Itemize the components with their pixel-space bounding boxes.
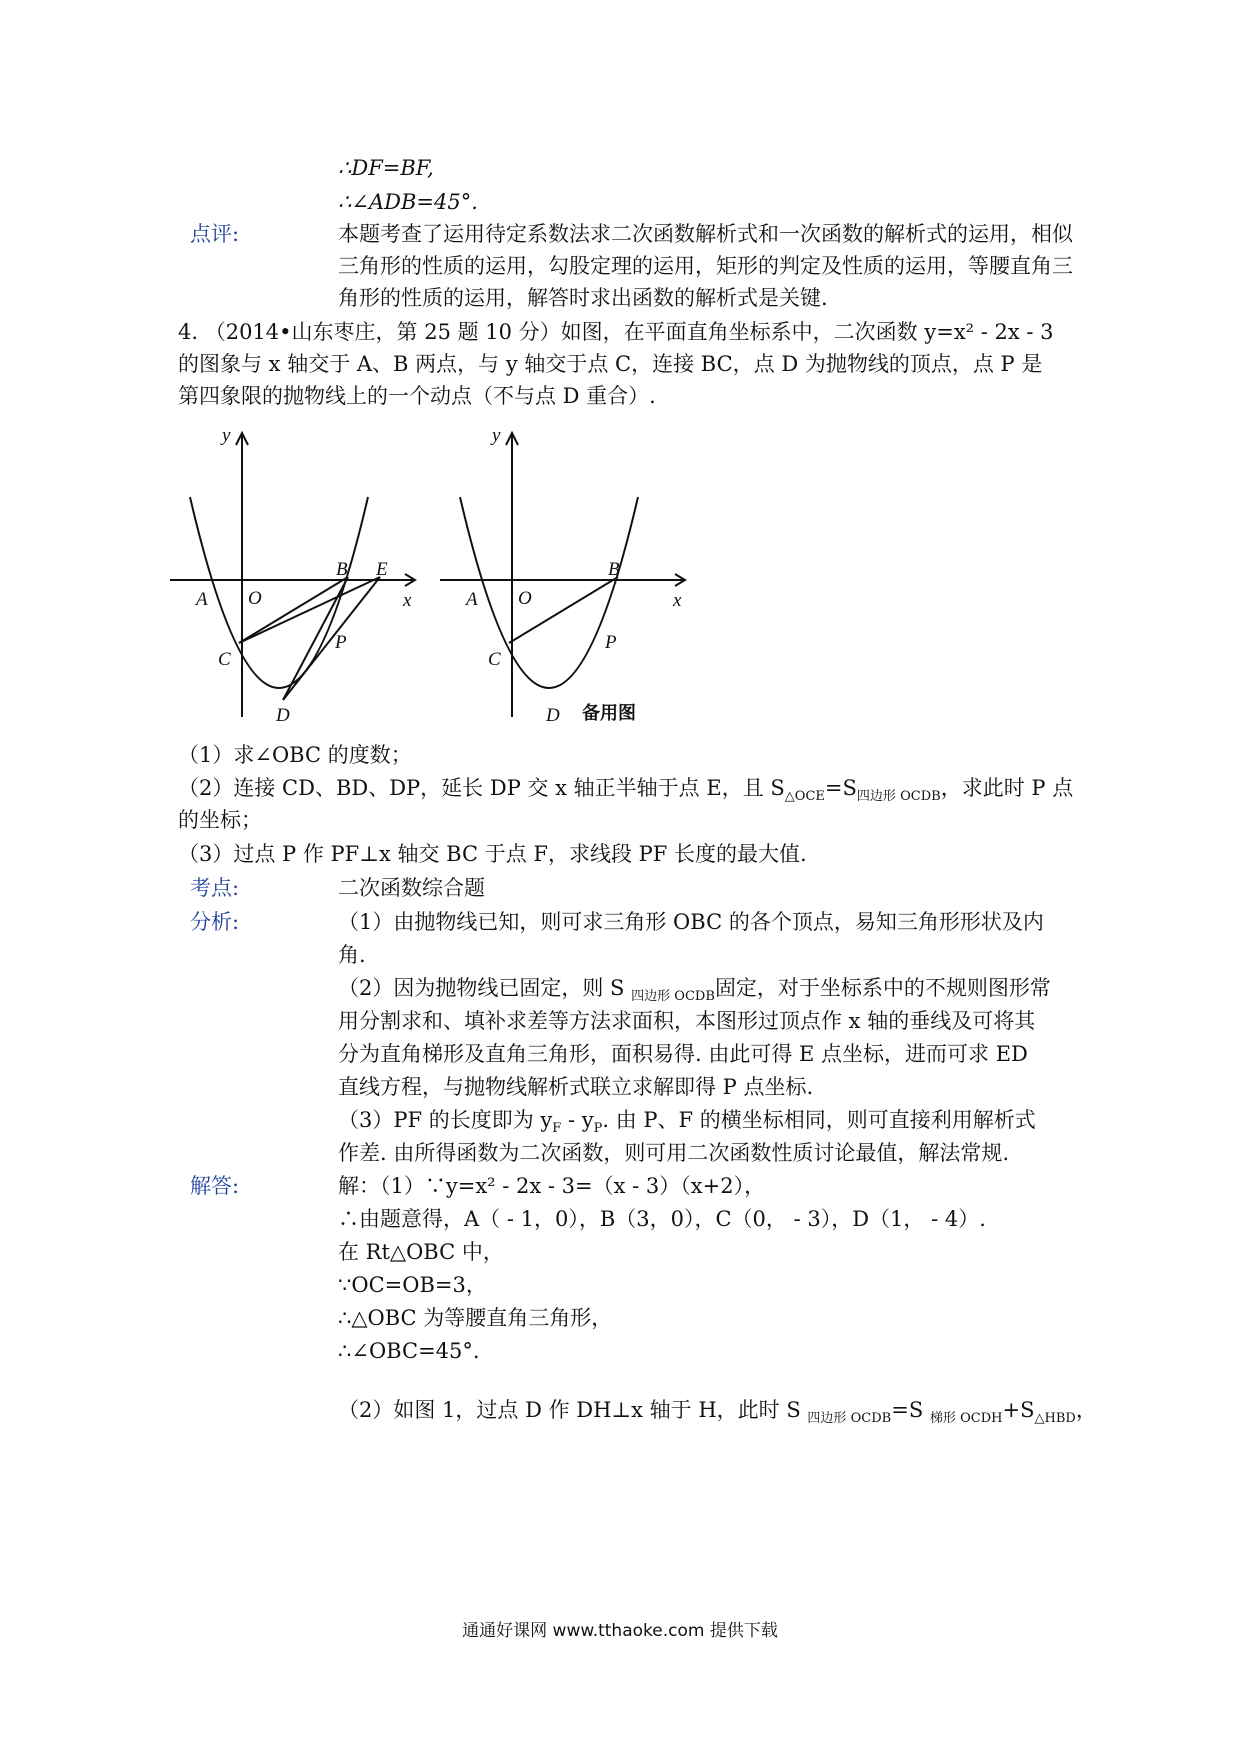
comment-label: 点评: — [190, 222, 240, 246]
analysis-line-2: 角. — [338, 943, 366, 967]
label-c: C — [218, 649, 231, 670]
label-b: B — [336, 559, 348, 580]
label-o: O — [518, 588, 532, 609]
parabola — [460, 497, 638, 688]
answer-label: 解答: — [190, 1174, 240, 1198]
problem-line-2: 的图象与 x 轴交于 A、B 两点，与 y 轴交于点 C，连接 BC，点 D 为抛物线的顶点，点 P 是 — [178, 352, 1043, 376]
prev-solution-line-2: ∴∠ADB=45°. — [338, 190, 478, 214]
answer-line-6: ∴∠OBC=45°. — [338, 1339, 480, 1363]
analysis-line-6: 直线方程，与抛物线解析式联立求解即得 P 点坐标. — [338, 1075, 814, 1099]
label-p: P — [335, 632, 347, 653]
figure-left — [170, 415, 430, 730]
kaodian-label: 考点: — [190, 876, 240, 900]
parabola — [190, 497, 368, 688]
comment-line-1: 本题考查了运用待定系数法求二次函数解析式和一次函数的解析式的运用，相似 — [338, 222, 1073, 246]
label-c: C — [488, 649, 501, 670]
figure-right — [440, 415, 720, 730]
label-o: O — [248, 588, 262, 609]
analysis-line-4: 用分割求和、填补求差等方法求面积，本图形过顶点作 x 轴的垂线及可将其 — [338, 1009, 1036, 1033]
label-a: A — [196, 589, 208, 610]
question-3: （3）过点 P 作 PF⊥x 轴交 BC 于点 F，求线段 PF 长度的最大值. — [178, 842, 807, 866]
label-y: y — [492, 425, 501, 446]
label-x: x — [403, 590, 412, 611]
segment-de — [283, 577, 380, 700]
kaodian-text: 二次函数综合题 — [338, 876, 485, 900]
problem-line-3: 第四象限的抛物线上的一个动点（不与点 D 重合）. — [178, 384, 656, 408]
answer-line-5: ∴△OBC 为等腰直角三角形， — [338, 1306, 613, 1330]
label-d: D — [276, 705, 290, 726]
label-p: P — [605, 632, 617, 653]
analysis-line-3: （2）因为抛物线已固定，则 S $_{四边形 OCDB}$固定，对于坐标系中的不规则图形常 — [338, 976, 1051, 1005]
analysis-line-5: 分为直角梯形及直角三角形，面积易得. 由此可得 E 点坐标，进而可求 ED — [338, 1042, 1028, 1066]
answer-line-2: ∴由题意得，A（ - 1，0），B（3，0），C（0， - 3），D（1， - 4）. — [338, 1207, 986, 1231]
prev-solution-line-1: ∴DF=BF, — [338, 156, 434, 180]
segment-cb — [509, 577, 618, 643]
analysis-line-1: （1）由抛物线已知，则可求三角形 OBC 的各个顶点，易知三角形形状及内 — [338, 910, 1044, 934]
answer-line-1: 解：（1）∵y=x² - 2x - 3=（x - 3）（x+2）， — [338, 1174, 766, 1198]
label-d: D — [546, 705, 560, 726]
label-e: E — [376, 559, 388, 580]
answer-line-4: ∵OC=OB=3， — [338, 1273, 487, 1297]
label-y: y — [222, 425, 231, 446]
problem-line-1: 4. （2014•山东枣庄，第 25 题 10 分）如图，在平面直角坐标系中，二次函数 y=x² - 2x - 3 — [178, 320, 1054, 344]
analysis-line-8: 作差. 由所得函数为二次函数，则可用二次函数性质讨论最值，解法常规. — [338, 1141, 1010, 1165]
figure-caption: 备用图 — [582, 703, 636, 724]
question-1: （1）求∠OBC 的度数； — [178, 743, 412, 767]
segment-ce — [239, 577, 380, 643]
analysis-label: 分析: — [190, 910, 240, 934]
answer-line-7: （2）如图 1，过点 D 作 DH⊥x 轴于 H，此时 S $_{四边形 OCDB}$=S $_{梯形 OCDH}+S_{\triangle HBD}$， — [338, 1398, 1097, 1427]
question-2-line-1: （2）连接 CD、BD、DP，延长 DP 交 x 轴正半轴于点 E，且 $S_{\triangle OCE}=S_{四边形 OCDB}$，求此时 P 点 — [178, 776, 1074, 805]
question-2-line-2: 的坐标； — [178, 808, 262, 832]
label-x: x — [673, 590, 682, 611]
comment-line-3: 角形的性质的运用，解答时求出函数的解析式是关键. — [338, 286, 828, 310]
label-b: B — [608, 559, 620, 580]
page-footer: 通通好课网 www.tthaoke.com 提供下载 — [462, 1621, 778, 1641]
analysis-line-7: （3）PF 的长度即为 $y_F - y_P$. 由 P、F 的横坐标相同，则可直接利用解析式 — [338, 1108, 1036, 1137]
answer-line-3: 在 Rt△OBC 中， — [338, 1240, 504, 1264]
comment-line-2: 三角形的性质的运用，勾股定理的运用，矩形的判定及性质的运用，等腰直角三 — [338, 254, 1073, 278]
label-a: A — [466, 589, 478, 610]
